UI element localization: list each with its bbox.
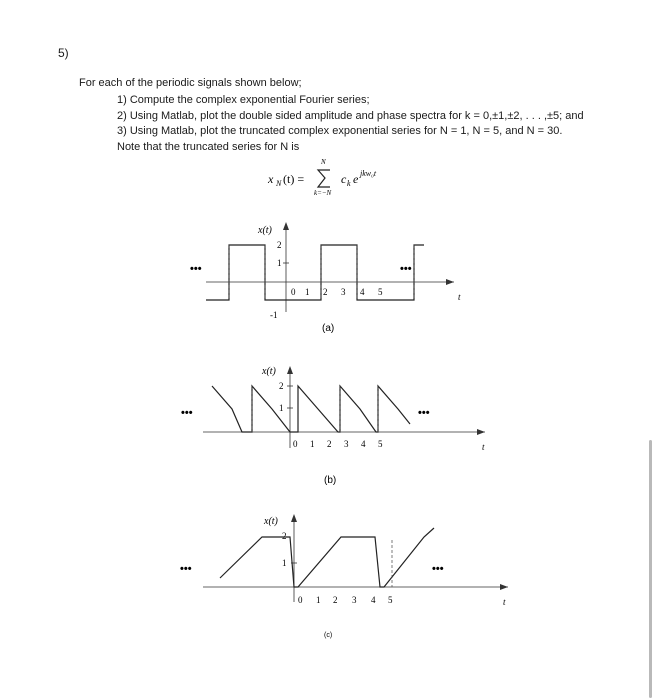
ytick-2: 2 [279,381,284,391]
formula-term-sup: jkw₀t [360,169,377,178]
xtick-4: 4 [361,439,366,449]
ytick-1: 1 [277,258,282,268]
caption-b: (b) [324,475,337,486]
right-ellipsis: ••• [418,407,430,419]
problem-number: 5) [58,46,69,60]
y-axis-label: x(t) [258,225,272,236]
problem-intro: For each of the periodic signals shown below; [79,77,302,89]
caption-c: (c) [324,632,333,639]
xtick-0: 0 [293,439,298,449]
formula-lhs-sub: N [276,179,282,188]
ytick-1: 1 [282,558,287,568]
figure-c-ramp [0,505,658,645]
item-3: 3) Using Matlab, plot the truncated complex exponential series for N = 1, N = 5, and N = 30. [117,125,563,137]
t-axis-label: t [458,292,461,302]
formula-term-sub: k [347,179,351,188]
ytick-2: 2 [282,531,287,541]
formula-term: c [341,172,347,186]
xtick-4: 4 [371,595,376,605]
right-ellipsis: ••• [400,263,412,275]
ytick-1: 1 [279,403,284,413]
vertical-scrollbar[interactable] [649,440,652,698]
t-axis-arrow-icon [446,279,454,285]
xtick-3: 3 [344,439,349,449]
xtick-4: 4 [360,287,365,297]
truncated-series-formula [0,0,658,220]
y-axis-label: x(t) [264,516,278,527]
t-axis-arrow-icon [500,584,508,590]
y-axis-label: x(t) [262,366,276,377]
xtick-0: 0 [298,595,303,605]
t-axis-label: t [482,442,485,452]
xtick-1: 1 [310,439,315,449]
caption-a: (a) [322,323,335,334]
y-axis-arrow-icon [283,222,289,230]
formula-sum-top: N [321,158,326,166]
right-ellipsis: ••• [432,563,444,575]
xtick-2: 2 [327,439,332,449]
formula-term-exp: e [353,172,359,186]
t-axis-arrow-icon [477,429,485,435]
item-1: 1) Compute the complex exponential Fourier series; [117,94,370,106]
xtick-1: 1 [305,287,310,297]
formula-lhs: x [268,172,274,186]
formula-lhs-arg: (t) = [283,172,305,186]
item-note: Note that the truncated series for N is [117,140,300,153]
y-axis-arrow-icon [291,514,297,522]
xtick-2: 2 [333,595,338,605]
t-axis-label: t [503,597,506,607]
formula-sum-bottom: k=−N [314,189,332,197]
y-axis-arrow-icon [287,366,293,374]
signal-trace [220,528,434,587]
xtick-3: 3 [352,595,357,605]
left-ellipsis: ••• [190,263,202,275]
item-2: 2) Using Matlab, plot the double sided amplitude and phase spectra for k = 0,±1,±2, . . . ,±5; and [117,109,584,122]
ytick-2: 2 [277,240,282,250]
left-ellipsis: ••• [181,407,193,419]
figure-b-sawtooth [0,355,658,490]
signal-trace [212,386,410,432]
xtick-3: 3 [341,287,346,297]
xtick-5: 5 [388,595,393,605]
xtick-5: 5 [378,439,383,449]
xtick-1: 1 [316,595,321,605]
ytick-minus-1: -1 [270,310,278,320]
xtick-0: 0 [291,287,296,297]
sigma-icon [318,170,330,187]
figure-a-square-wave [0,215,658,345]
left-ellipsis: ••• [180,563,192,575]
xtick-5: 5 [378,287,383,297]
signal-trace [206,245,424,300]
xtick-2: 2 [323,287,328,297]
